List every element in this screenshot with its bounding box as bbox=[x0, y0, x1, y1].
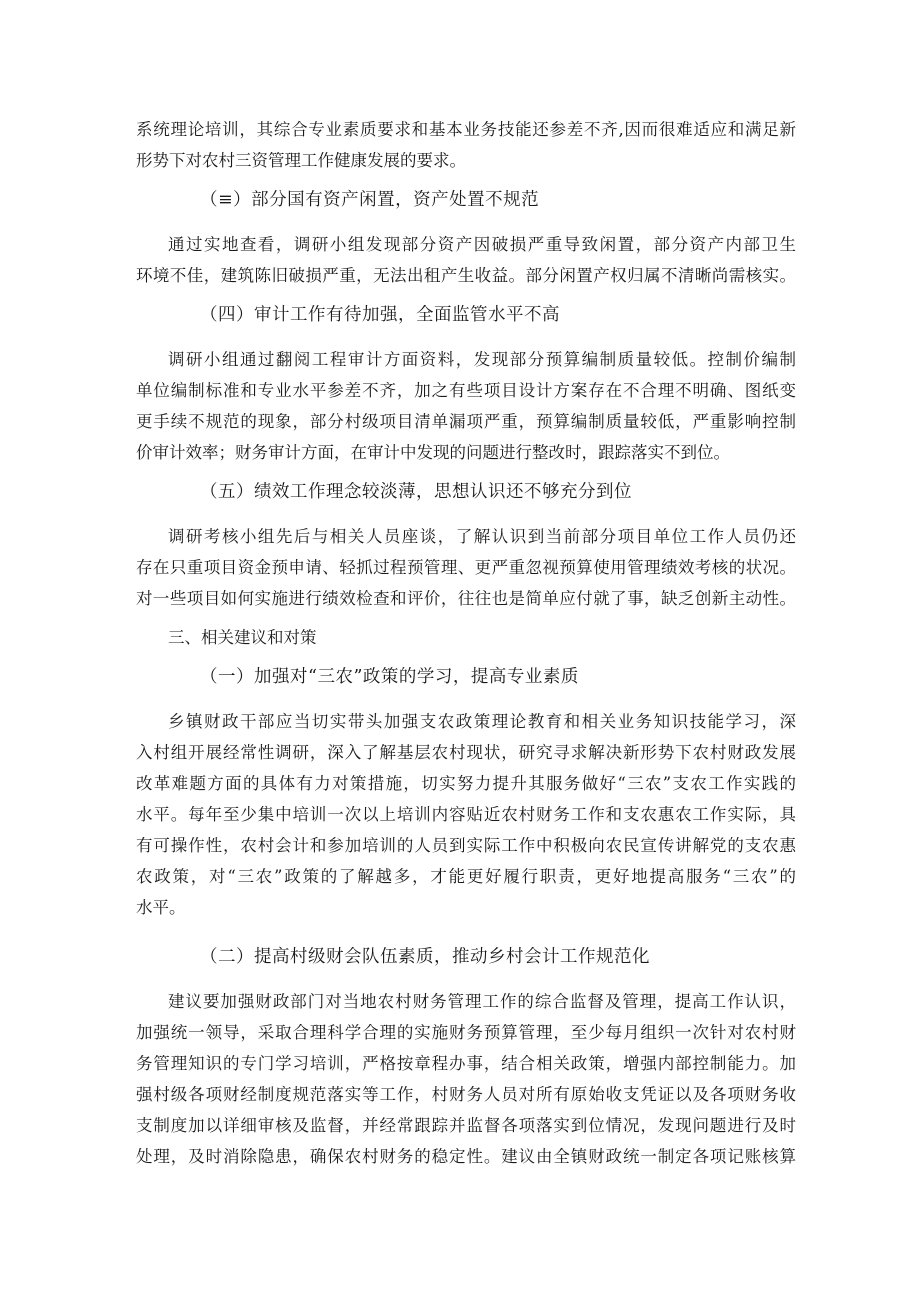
paragraph-line: 改革难题方面的具体有力对策措施，切实努力提升其服务做好“三农”支农工作实践的 bbox=[136, 774, 796, 793]
paragraph-line: 务管理知识的专门学习培训，严格按章程办事，结合相关政策，增强内部控制能力。加 bbox=[136, 1054, 796, 1073]
paragraph-line: 调研考核小组先后与相关人员座谈，了解认识到当前部分项目单位工作人员仍还 bbox=[168, 527, 796, 546]
paragraph-line: 对一些项目如何实施进行绩效检查和评价，往往也是简单应付就了事，缺乏创新主动性。 bbox=[136, 589, 796, 608]
paragraph-line: 单位编制标准和专业水平参差不齐，加之有些项目设计方案存在不合理不明确、图纸变 bbox=[136, 381, 796, 400]
paragraph-line: 水平。 bbox=[136, 898, 186, 917]
section-heading: （四）审计工作有待加强，全面监管水平不高 bbox=[200, 305, 560, 325]
paragraph-line: 强村级各项财经制度规范落实等工作，村财务人员对所有原始收支凭证以及各项财务收 bbox=[136, 1085, 796, 1104]
paragraph-line: 价审计效率；财务审计方面，在审计中发现的问题进行整改时，跟踪落实不到位。 bbox=[136, 443, 730, 462]
paragraph-line: 通过实地查看，调研小组发现部分资产因破损严重导致闲置，部分资产内部卫生 bbox=[168, 235, 796, 254]
section-heading: （五）绩效工作理念较淡薄，思想认识还不够充分到位 bbox=[200, 482, 632, 502]
chapter-heading: 三、相关建议和对策 bbox=[168, 628, 317, 647]
paragraph-line: 更手续不规范的现象，部分村级项目清单漏项严重，预算编制质量较低，严重影响控制 bbox=[136, 412, 796, 431]
paragraph-line: 入村组开展经常性调研，深入了解基层农村现状，研究寻求解决新形势下农村财政发展 bbox=[136, 743, 796, 762]
paragraph-line: 系统理论培训，其综合专业素质要求和基本业务技能还参差不齐,因而很难适应和满足新 bbox=[136, 120, 796, 139]
paragraph-line: 处理，及时消除隐患，确保农村财务的稳定性。建议由全镇财政统一制定各项记账核算 bbox=[136, 1147, 796, 1166]
section-heading: （≡）部分国有资产闲置，资产处置不规范 bbox=[200, 190, 540, 210]
paragraph-line: 调研小组通过翻阅工程审计方面资料，发现部分预算编制质量较低。控制价编制 bbox=[168, 350, 796, 369]
paragraph-line: 农政策，对“三农”政策的了解越多，才能更好履行职责，更好地提高服务“三农”的 bbox=[136, 867, 796, 886]
paragraph-line: 建议要加强财政部门对当地农村财务管理工作的综合监督及管理，提高工作认识， bbox=[168, 992, 796, 1011]
paragraph-line: 加强统一领导，采取合理科学合理的实施财务预算管理，至少每月组织一次针对农村财 bbox=[136, 1023, 796, 1042]
paragraph-line: 形势下对农村三资管理工作健康发展的要求。 bbox=[136, 151, 466, 170]
paragraph-line: 支制度加以详细审核及监督，并经常跟踪并监督各项落实到位情况，发现问题进行及时 bbox=[136, 1116, 796, 1135]
paragraph-line: 环境不佳，建筑陈旧破损严重，无法出租产生收益。部分闲置产权归属不清晰尚需核实。 bbox=[136, 266, 796, 285]
section-heading: （二）提高村级财会队伍素质，推动乡村会计工作规范化 bbox=[200, 947, 650, 967]
section-heading: （一）加强对“三农”政策的学习，提高专业素质 bbox=[200, 667, 579, 687]
paragraph-line: 有可操作性，农村会计和参加培训的人员到实际工作中积极向农民宣传讲解党的支农惠 bbox=[136, 836, 796, 855]
paragraph-line: 水平。每年至少集中培训一次以上培训内容贴近农村财务工作和支农惠农工作实际，具 bbox=[136, 805, 796, 824]
paragraph-line: 乡镇财政干部应当切实带头加强支农政策理论教育和相关业务知识技能学习，深 bbox=[168, 712, 796, 731]
paragraph-line: 存在只重项目资金预申请、轻抓过程预管理、更严重忽视预算使用管理绩效考核的状况。 bbox=[136, 558, 796, 577]
